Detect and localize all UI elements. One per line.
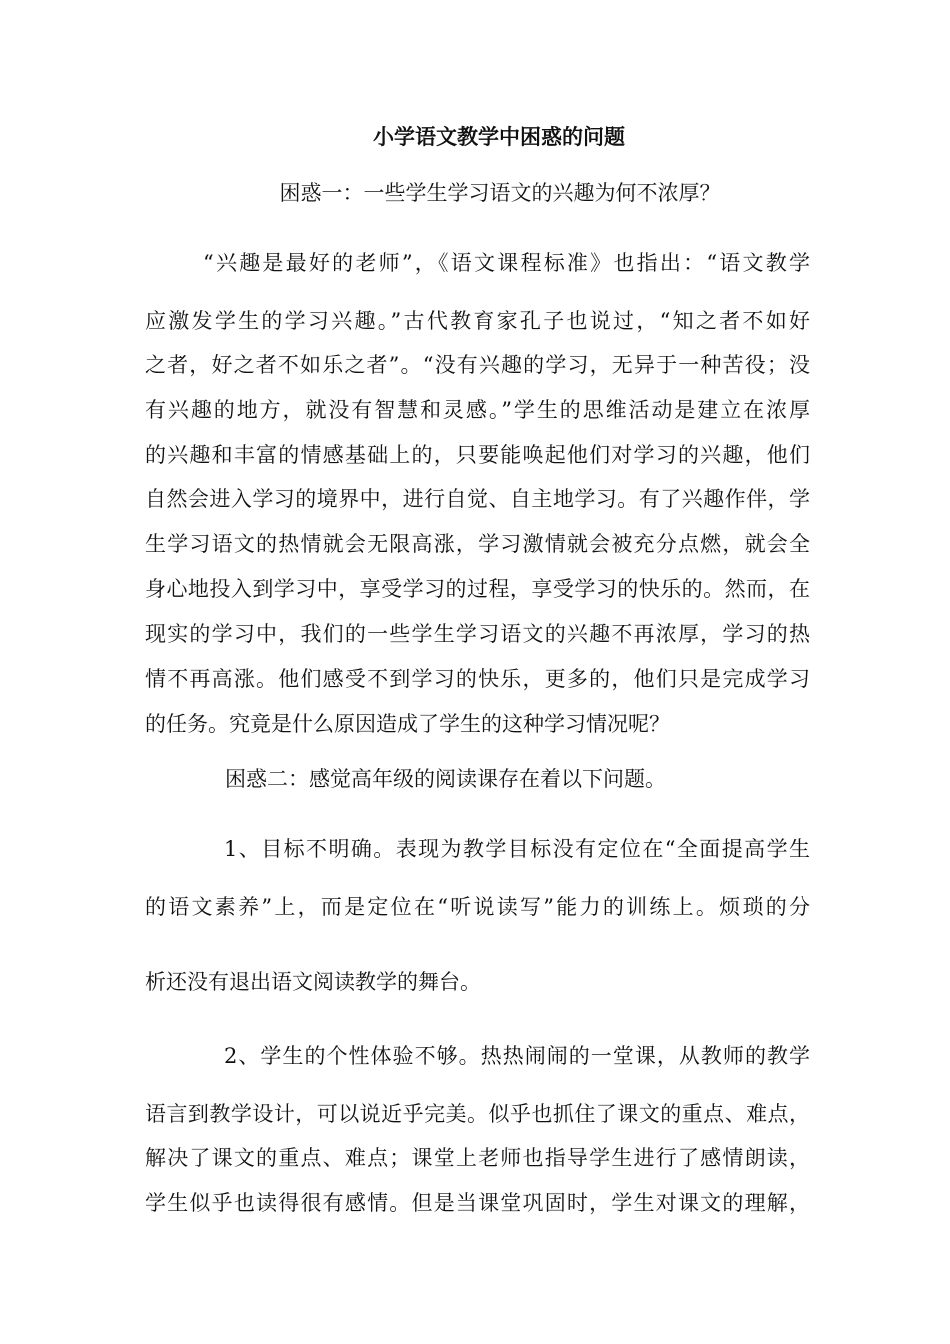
- document-title: 小学语文教学中困惑的问题: [373, 125, 625, 149]
- paragraph1-line: 的兴趣和丰富的情感基础上的，只要能唤起他们对学习的兴趣，他们: [145, 443, 810, 467]
- paragraph1-line: 自然会进入学习的境界中，进行自觉、自主地学习。有了兴趣作伴，学: [145, 487, 810, 511]
- paragraph1-line: 生学习语文的热情就会无限高涨，学习激情就会被充分点燃，就会全: [145, 532, 810, 556]
- paragraph1-line: 有兴趣的地方，就没有智慧和灵感。”学生的思维活动是建立在浓厚: [145, 398, 810, 422]
- paragraph1-line: 之者，好之者不如乐之者”。“没有兴趣的学习，无异于一种苦役；没: [145, 353, 810, 377]
- point2-line: 学生似乎也读得很有感情。但是当课堂巩固时，学生对课文的理解，: [145, 1191, 810, 1215]
- paragraph1-line: 应激发学生的学习兴趣。”古代教育家孔子也说过，“知之者不如好: [145, 309, 810, 333]
- point2-line: 语言到教学设计，可以说近乎完美。似乎也抓住了课文的重点、难点，: [145, 1102, 810, 1126]
- point1-line: 的语文素养”上，而是定位在“听说读写”能力的训练上。烦琐的分: [145, 895, 810, 919]
- point2-line: 解决了课文的重点、难点；课堂上老师也指导学生进行了感情朗读，: [145, 1146, 810, 1170]
- point2-line: 2、学生的个性体验不够。热热闹闹的一堂课，从教师的教学: [224, 1044, 810, 1068]
- paragraph1-line: 现实的学习中，我们的一些学生学习语文的兴趣不再浓厚，学习的热: [145, 622, 810, 646]
- paragraph1-line: 情不再高涨。他们感受不到学习的快乐，更多的，他们只是完成学习: [145, 667, 810, 691]
- point1-line: 析还没有退出语文阅读教学的舞台。: [145, 970, 481, 994]
- paragraph1-line: “兴趣是最好的老师”，《语文课程标准》也指出：“语文教学: [203, 251, 810, 275]
- subtitle-heading: 困惑一：一些学生学习语文的兴趣为何不浓厚？: [279, 181, 721, 205]
- section2-heading: 困惑二：感觉高年级的阅读课存在着以下问题。: [225, 767, 666, 791]
- paragraph1-line: 的任务。究竟是什么原因造成了学生的这种学习情况呢？: [145, 712, 670, 736]
- point1-line: 1、目标不明确。表现为教学目标没有定位在“全面提高学生: [224, 837, 810, 861]
- paragraph1-line: 身心地投入到学习中，享受学习的过程，享受学习的快乐的。然而，在: [145, 577, 810, 601]
